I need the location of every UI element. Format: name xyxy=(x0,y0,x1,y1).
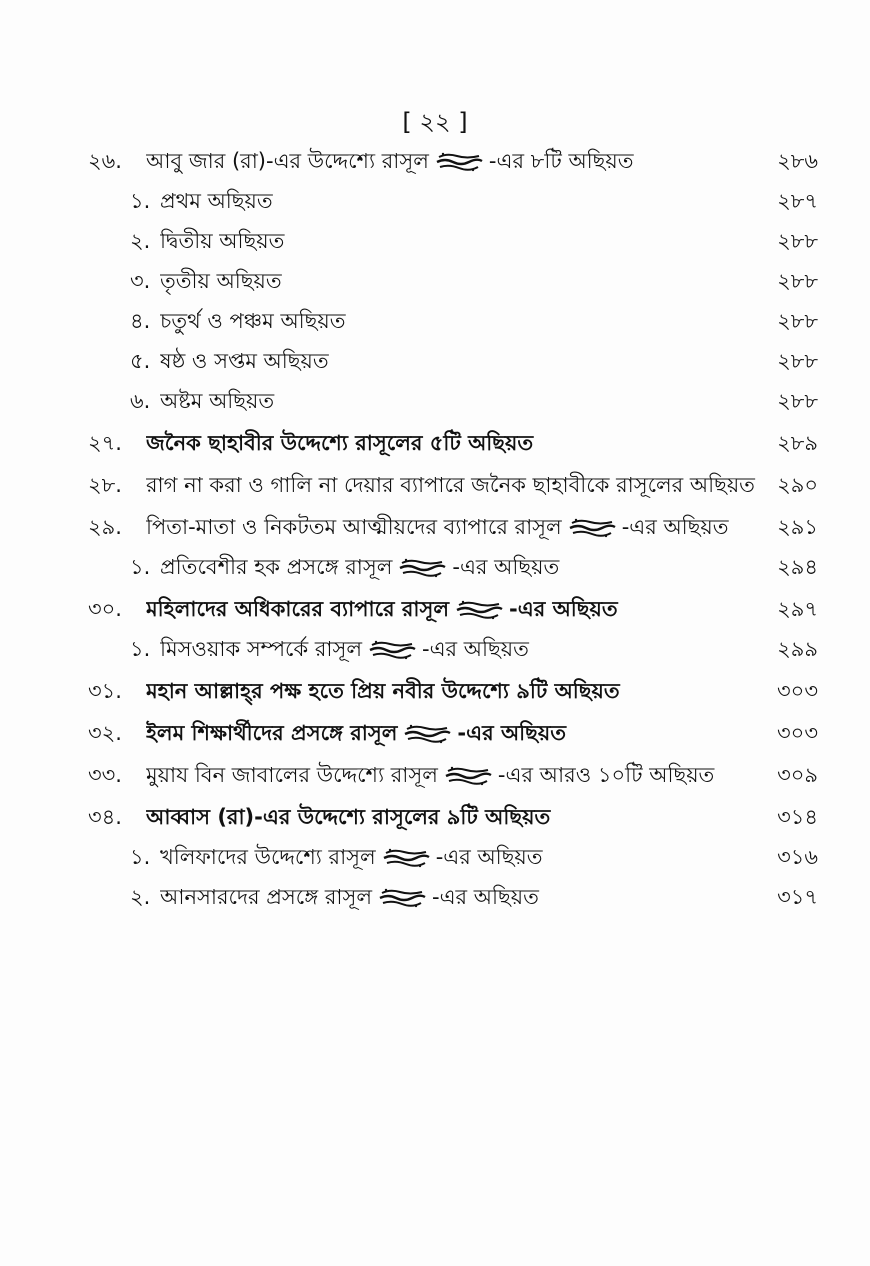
toc-entry-title-suffix: -এর আরও ১০টি অছিয়ত xyxy=(497,762,715,787)
toc-entry xyxy=(88,878,818,918)
toc-entry-page-number: ২৮৮ xyxy=(777,308,818,333)
toc-entry-title-text: মিসওয়াক সম্পর্কে রাসূল xyxy=(160,636,362,661)
salutation-calligraphy-icon xyxy=(366,639,418,661)
toc-entry-title-suffix: -এর অছিয়ত xyxy=(435,844,543,869)
toc-entry xyxy=(88,222,818,262)
toc-entry-title-text: পিতা-মাতা ও নিকটতম আত্মীয়দের ব্যাপারে রাসূল xyxy=(146,514,562,539)
toc-entry-number: ২৯. xyxy=(88,514,122,539)
toc-entry-title-suffix: -এর অছিয়ত xyxy=(509,596,618,621)
toc-entry-number: ৪. xyxy=(130,308,151,333)
toc-entry-number: ৬. xyxy=(130,388,151,413)
toc-entry-number: ৩৩. xyxy=(88,762,122,787)
toc-entry-number: ২৬. xyxy=(88,148,122,173)
toc-entry-page-number: ৩০৩ xyxy=(777,720,818,745)
toc-entry-page-number: ২৯৭ xyxy=(777,596,818,621)
toc-entry-title-text: প্রতিবেশীর হক প্রসঙ্গে রাসূল xyxy=(160,554,393,579)
toc-entry xyxy=(88,382,818,422)
toc-entry-page-number: ৩১৭ xyxy=(777,884,818,909)
toc-entry-title-suffix: -এর অছিয়ত xyxy=(422,636,529,661)
toc-entry-page-number: ২৮৮ xyxy=(777,268,818,293)
toc-entry-title-suffix: -এর ৮টি অছিয়ত xyxy=(488,148,634,173)
toc-entry-title-suffix: -এর অছিয়ত xyxy=(457,720,567,745)
toc-entry-title xyxy=(146,675,758,710)
toc-entry-number: ৩১. xyxy=(88,678,122,703)
toc-entry xyxy=(88,302,818,342)
toc-entry xyxy=(88,342,818,382)
toc-entry-title xyxy=(160,841,758,876)
toc-entry xyxy=(88,142,818,182)
salutation-calligraphy-icon xyxy=(566,517,618,539)
toc-entry-title-text: প্রথম অছিয়ত xyxy=(160,188,273,213)
toc-entry xyxy=(88,590,818,630)
toc-entry-title xyxy=(160,225,758,260)
toc-entry-title xyxy=(160,345,758,380)
toc-entry-title xyxy=(160,385,758,420)
toc-entry xyxy=(88,714,818,754)
toc-entry-page-number: ২৮৬ xyxy=(777,148,818,173)
toc-entry-title-text: ষষ্ঠ ও সপ্তম অছিয়ত xyxy=(160,348,329,373)
toc-entry xyxy=(88,424,818,464)
toc-entry-title xyxy=(146,427,758,462)
toc-entry-number: ১. xyxy=(130,844,151,869)
toc-entry-page-number: ৩০৯ xyxy=(777,762,818,787)
toc-entry-title-suffix: -এর অছিয়ত xyxy=(621,514,729,539)
toc-entry-title-text: আনসারদের প্রসঙ্গে রাসূল xyxy=(160,884,372,909)
toc-entry-number: ৩৪. xyxy=(88,804,122,829)
table-of-contents xyxy=(88,142,818,918)
toc-entry xyxy=(88,466,818,506)
toc-entry xyxy=(88,756,818,796)
toc-entry xyxy=(88,838,818,878)
toc-entry-page-number: ২৯০ xyxy=(777,472,818,497)
toc-entry-title xyxy=(146,801,758,836)
toc-entry-page-number: ২৮৭ xyxy=(777,188,818,213)
toc-entry-number: ১. xyxy=(130,636,151,661)
toc-entry-page-number: ৩১৪ xyxy=(777,804,818,829)
salutation-calligraphy-icon xyxy=(442,765,494,787)
salutation-calligraphy-icon xyxy=(380,847,432,869)
toc-entry-title-suffix: -এর অছিয়ত xyxy=(432,884,539,909)
toc-entry-title-text: তৃতীয় অছিয়ত xyxy=(160,268,282,293)
toc-entry xyxy=(88,508,818,548)
toc-entry-title-text: চতুর্থ ও পঞ্চম অছিয়ত xyxy=(160,308,346,333)
toc-entry-title xyxy=(146,511,758,546)
toc-entry-number: ২৭. xyxy=(88,430,122,455)
toc-entry xyxy=(88,548,818,588)
toc-entry-title xyxy=(160,305,758,340)
toc-entry-page-number: ২৯৪ xyxy=(777,554,818,579)
toc-entry xyxy=(88,798,818,838)
toc-entry-title-text: মহিলাদের অধিকারের ব্যাপারে রাসূল xyxy=(146,596,450,621)
toc-entry-title-text: জনৈক ছাহাবীর উদ্দেশ্যে রাসূলের ৫টি অছিয়ত xyxy=(146,430,534,455)
toc-entry-title xyxy=(146,593,758,628)
toc-entry-number: ২৮. xyxy=(88,472,122,497)
toc-entry-number: ৩. xyxy=(130,268,151,293)
toc-entry-page-number: ৩০৩ xyxy=(777,678,818,703)
toc-entry-page-number: ২৯৯ xyxy=(777,636,818,661)
toc-entry-title xyxy=(160,551,758,586)
salutation-calligraphy-icon xyxy=(401,723,453,745)
toc-entry-title xyxy=(160,265,758,300)
toc-entry-number: ২. xyxy=(130,884,151,909)
toc-entry-page-number: ২৮৯ xyxy=(777,430,818,455)
toc-entry-title-text: আব্বাস (রা)-এর উদ্দেশ্যে রাসূলের ৯টি অছিয়ত xyxy=(146,804,551,829)
toc-entry-title xyxy=(160,185,758,220)
toc-entry xyxy=(88,182,818,222)
toc-entry-page-number: ২৯১ xyxy=(777,514,818,539)
toc-entry-number: ৩০. xyxy=(88,596,122,621)
toc-entry-title xyxy=(160,633,758,668)
toc-entry xyxy=(88,262,818,302)
toc-entry xyxy=(88,672,818,712)
toc-entry-title xyxy=(160,881,758,916)
toc-entry-title-text: দ্বিতীয় অছিয়ত xyxy=(160,228,285,253)
toc-entry-title xyxy=(146,145,758,180)
toc-entry-number: ১. xyxy=(130,188,151,213)
toc-entry xyxy=(88,630,818,670)
toc-entry-title xyxy=(146,717,758,752)
toc-entry-title-text: রাগ না করা ও গালি না দেয়ার ব্যাপারে জনৈক ছাহাবীকে রাসূলের অছিয়ত xyxy=(146,472,755,497)
toc-entry-page-number: ২৮৮ xyxy=(777,228,818,253)
toc-entry-title-suffix: -এর অছিয়ত xyxy=(452,554,560,579)
toc-entry-title xyxy=(146,469,758,504)
toc-entry-page-number: ৩১৬ xyxy=(777,844,818,869)
salutation-calligraphy-icon xyxy=(433,151,485,173)
toc-entry-title-text: আবু জার (রা)-এর উদ্দেশ্যে রাসূল xyxy=(146,148,429,173)
toc-entry-number: ২. xyxy=(130,228,151,253)
toc-entry-title-text: ইলম শিক্ষার্থীদের প্রসঙ্গে রাসূল xyxy=(146,720,398,745)
salutation-calligraphy-icon xyxy=(453,599,505,621)
toc-entry-page-number: ২৮৮ xyxy=(777,348,818,373)
salutation-calligraphy-icon xyxy=(396,557,448,579)
toc-entry-title xyxy=(146,759,758,794)
salutation-calligraphy-icon xyxy=(376,887,428,909)
toc-entry-title-text: মহান আল্লাহ্‌র পক্ষ হতে প্রিয় নবীর উদ্দেশ্যে ৯টি অছিয়ত xyxy=(146,678,620,703)
page-number: [ ২২ ] xyxy=(402,108,468,136)
toc-entry-title-text: অষ্টম অছিয়ত xyxy=(160,388,275,413)
toc-entry-title-text: খলিফাদের উদ্দেশ্যে রাসূল xyxy=(160,844,376,869)
toc-entry-number: ৩২. xyxy=(88,720,122,745)
toc-entry-number: ১. xyxy=(130,554,151,579)
toc-entry-page-number: ২৮৮ xyxy=(777,388,818,413)
toc-entry-number: ৫. xyxy=(130,348,151,373)
toc-entry-title-text: মুয়ায বিন জাবালের উদ্দেশ্যে রাসূল xyxy=(146,762,438,787)
